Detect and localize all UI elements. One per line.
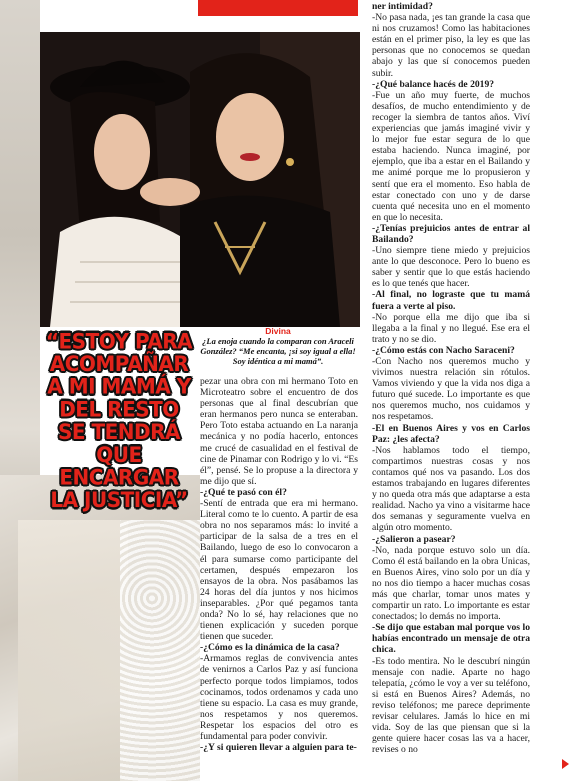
background-lace-dress (120, 520, 200, 781)
interview-answer: -No pasa nada, ¡es tan grande la casa que ni nos cruzamos! Como las habitaciones están en el primer piso, la ley es que las personas que no conocemos se quedan abajo y las que sí conocemos pueden subir. (372, 12, 530, 79)
red-accent-bar (198, 0, 358, 16)
interview-question: -¿Tenías prejuicios antes de entrar al Bailando? (372, 222, 530, 245)
article-column-middle (200, 376, 358, 753)
interview-question: -¿Qué balance hacés de 2019? (372, 78, 495, 90)
interview-answer: -No porque ella me dijo que iba si llegaba a la final y no llegué. Ese era el trato y no se dio. (372, 311, 530, 345)
interview-answer: pezar una obra con mi hermano Toto en Microteatro sobre el encuentro de dos personas que al final descubrían que eran hermanos pero nunca se enteraban. Pero Toto estaba actuando en La naranja mecánica y no podía hacerlo, entonces me crucé de casualidad en el festival de cine de Pinamar con Rodrigo y lo vi. “Es él”, pensé. Se lo propuse a la directora y me dijo que sí. (200, 376, 358, 487)
interview-answer: -Sentí de entrada que era mi hermano. Literal como te lo cuento. A partir de esa obra no nos separamos más: lo invité a participar de la salsa de a tres en el Bailando, luego de eso lo convocaron a él para sumarse como participante del certamen, después empezaron los ensayos de la obra. Nos pasábamos las 24 horas del día juntos y nos hicimos inseparables. ¿Por qué pegamos tanta onda? No lo sé, hay relaciones que no tienen explicación y suceden porque tienen que suceder. (200, 498, 358, 643)
interview-answer: -No, nada porque estuvo solo un día. Como él está bailando en la obra Unicas, en Buenos Aires, vino solo por un día y no nos dio tiempo a hacer muchas cosas más que charlar, tomar unos mates y compartir un rato. Lo importante es estar conectados; lo demás no importa. (372, 544, 530, 623)
interview-question: -¿Qué te pasó con él? (200, 486, 287, 498)
interview-question: -¿Cómo estás con Nacho Saraceni? (372, 344, 515, 356)
interview-question: -Al final, no lograste que tu mamá fuera a verte al piso. (372, 289, 530, 312)
interview-answer: -Nos hablamos todo el tiempo, compartimos nuestras cosas y nos contamos qué nos va pasando. Los dos estamos trabajando en lugares diferentes y no queda otra más que adaptarse a esta realidad. Nacho ya vino a visitarme hace dos semanas y seguramente vuelva en algún otro momento. (372, 444, 530, 534)
photo-two-women-icon (40, 32, 360, 327)
interview-answer: -Armamos reglas de convivencia antes de venirnos a Carlos Paz y así funciona perfecto porque todos limpiamos, todos cocinamos, todos ordenamos y cada uno tiene su espacio. La casa es muy grande, nos respetamos y nos queremos. Respetar los espacios del otro es fundamental para poder convivir. (200, 653, 358, 742)
interview-question: -El en Buenos Aires y vos en Carlos Paz: ¿les afecta? (372, 422, 530, 445)
continue-arrow-icon (562, 759, 569, 769)
pull-quote: “ESTOY PARA ACOMPAÑAR A MI MAMÁ Y DEL RESTO SE TENDRÁ QUE ENCARGAR LA JUSTICIA” (45, 327, 193, 513)
interview-answer: -Es todo mentira. No le descubrí ningún mensaje con nadie. Aparte no hago telepatía, ¿cómo le voy a ver su teléfono, si está en Buenos Aires? Además, no reviso teléfonos; me parece deprimente revisar celulares. Jamás lo hice en mi vida. Soy de las que piensan que si la gente quiere hacer cosas las va a hacer, revises o no (372, 655, 530, 756)
interview-question: ner intimidad? (372, 1, 433, 12)
main-photo (40, 32, 360, 327)
interview-question: -Se dijo que estaban mal porque vos lo habías encontrado un mensaje de otra chica. (372, 622, 530, 656)
interview-answer: -Fue un año muy fuerte, de muchos desafíos, de mucho entendimiento y de recoger la siembra de tantos años. Viví experiencias que jamás imaginé vivir y lo mejor fue estar segura de lo que estaba haciendo. Nunca imaginé, por ejemplo, que iba a estar en el Bailando y me animé porque me lo propusieron y sentí que era el momento. Eso habla de estar conectado con uno y de darse cuenta qué necesita uno en el momento en que lo necesita. (372, 89, 530, 223)
article-column-right (372, 1, 530, 755)
interview-answer: -Uno siempre tiene miedo y prejuicios ante lo que desconoce. Pero lo bueno es saber y sentir que lo que estás haciendo es lo que tenés que hacer. (372, 245, 530, 290)
background-wall-highlight (18, 520, 128, 781)
interview-answer: -Con Nacho nos queremos mucho y vivimos nuestra relación sin rótulos. Vamos viviendo y que la vida nos diga a futuro qué sucede. Lo importante es que nos queremos mucho, nos cuidamos y nos respetamos. (372, 356, 530, 423)
interview-question: -¿Salieron a pasear? (372, 533, 456, 545)
interview-question: -¿Cómo es la dinámica de la casa? (200, 642, 340, 654)
interview-question: -¿Y si quieren llevar a alguien para te- (200, 742, 357, 754)
photo-caption (198, 326, 358, 374)
caption-name: Divina (265, 326, 291, 336)
caption-text: ¿La enoja cuando la comparan con Araceli González? “Me encanta, ¡si soy igual a ella! Soy idéntica a mi mamá”. (200, 336, 356, 366)
